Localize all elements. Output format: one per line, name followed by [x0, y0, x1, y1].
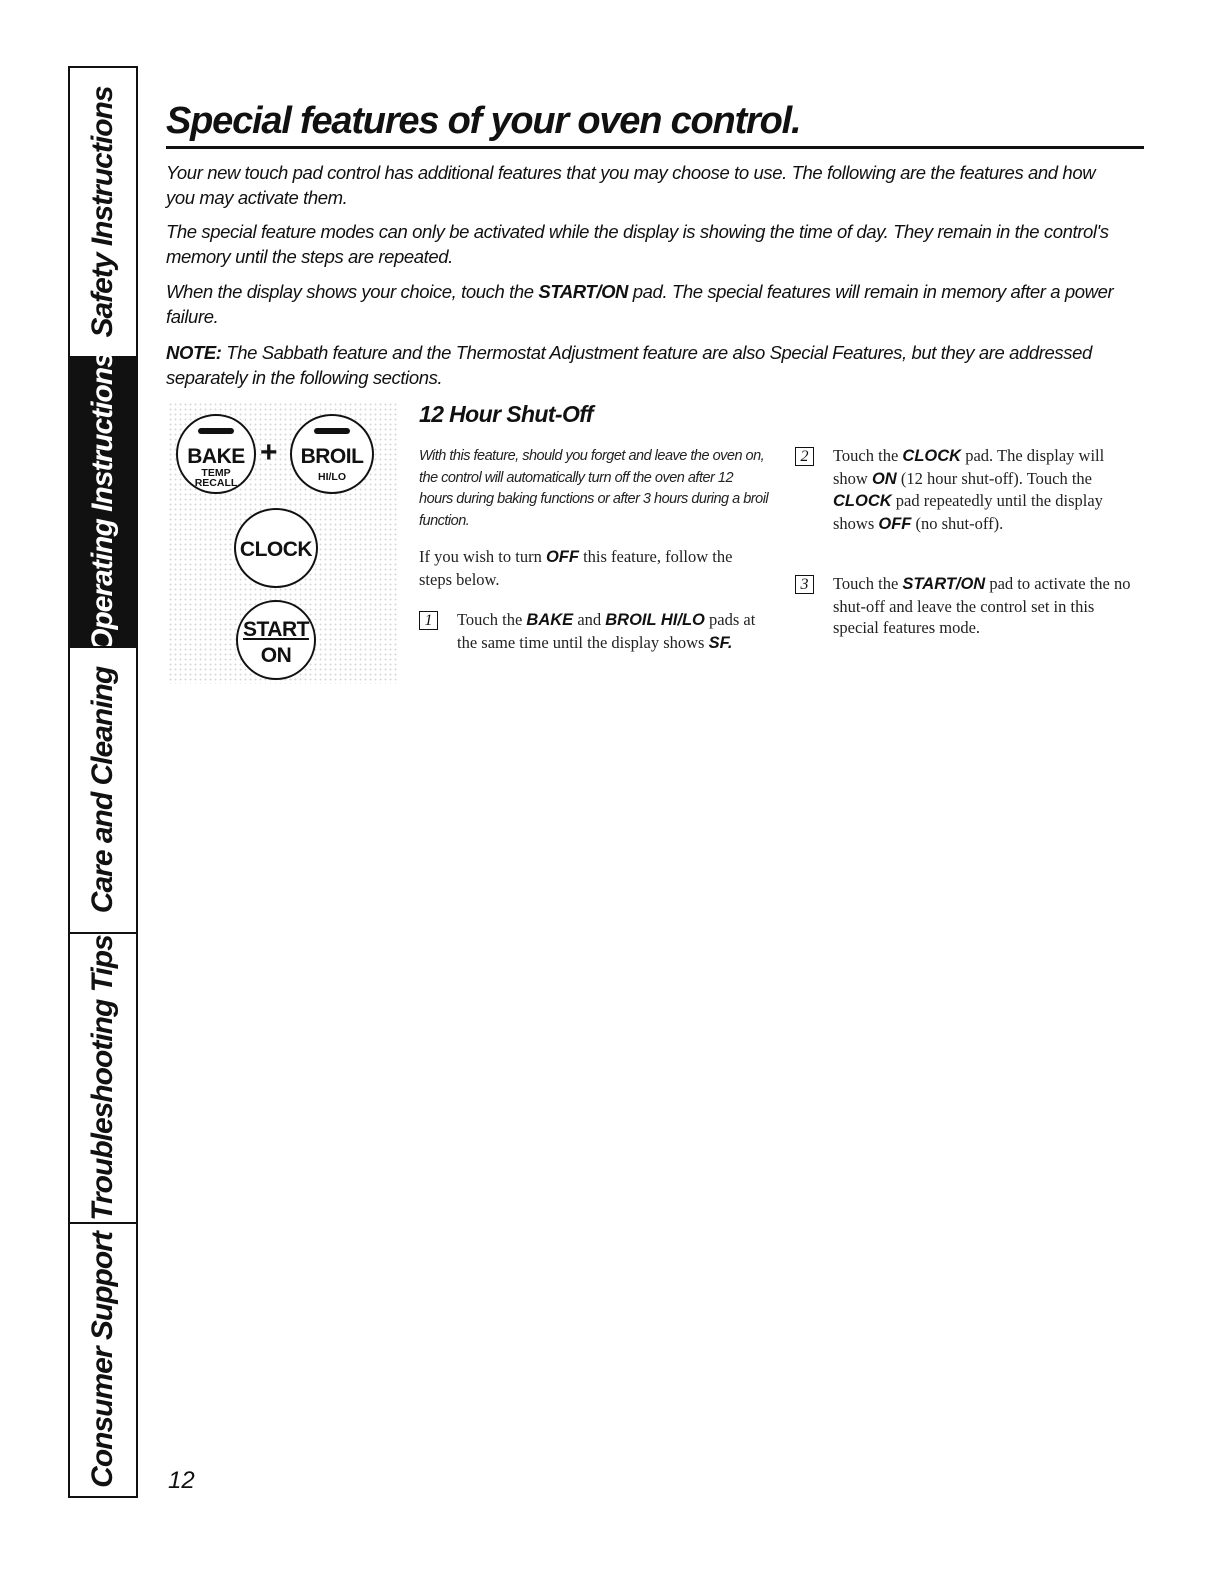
tab-label: Safety Instructions: [86, 86, 119, 338]
tab-label: Consumer Support: [86, 1232, 119, 1488]
tab-safety-instructions[interactable]: [70, 68, 136, 356]
page-title: Special features of your oven control.: [166, 100, 801, 142]
feature-description: With this feature, should you forget and leave the oven on, the control will automatically turn off the oven after 12 hours during baking functions or after 3 hours during a broil function.: [419, 448, 769, 529]
indicator-bar: [314, 428, 350, 434]
tab-consumer-support[interactable]: [70, 1222, 136, 1496]
tab-label: Care and Cleaning: [86, 666, 119, 914]
note-paragraph: NOTE: The Sabbath feature and the Thermostat Adjustment feature are also Special Features, but they are addressed separately in the following sections.: [166, 342, 1092, 388]
start-on-pad: START ON: [236, 600, 316, 680]
step-text: Touch the CLOCK pad. The display will show ON (12 hour shut-off). Touch the CLOCK pad repeatedly until the display shows OFF (no shut-off).: [833, 446, 1105, 533]
section-heading: 12 Hour Shut-Off: [419, 401, 593, 427]
tab-label: Operating Instructions: [86, 352, 119, 652]
step-text: Touch the START/ON pad to activate the no shut-off and leave the control set in this special features mode.: [833, 574, 1131, 637]
broil-pad: BROIL HI/LO: [290, 414, 374, 494]
intro-paragraph: The special feature modes can only be activated while the display is showing the time of day. They remain in the control's memory until the steps are repeated.: [166, 221, 1109, 267]
step-number: 1: [419, 611, 438, 630]
clock-pad: CLOCK: [234, 508, 318, 588]
tab-label: Troubleshooting Tips: [86, 935, 119, 1221]
control-panel-illustration: [168, 402, 398, 684]
step-number: 3: [795, 575, 814, 594]
title-rule: [166, 146, 1144, 149]
indicator-bar: [198, 428, 234, 434]
note-label: NOTE:: [166, 342, 222, 363]
tab-care-and-cleaning[interactable]: [70, 646, 136, 932]
start-on-bold: START/ON: [538, 281, 629, 302]
intro-paragraph: When the display shows your choice, touch the START/ON pad. The special features will remain in memory after a power failure.: [166, 281, 1114, 327]
tab-operating-instructions[interactable]: [70, 352, 136, 652]
step-text: Touch the BAKE and BROIL HI/LO pads at the same time until the display shows SF.: [457, 610, 756, 652]
section-tabs: [68, 66, 138, 1498]
page-number: 12: [168, 1467, 195, 1494]
bake-pad: BAKE TEMP RECALL: [176, 414, 256, 494]
intro-paragraph: Your new touch pad control has additional features that you may choose to use. The following are the features and how you may activate them.: [166, 162, 1096, 208]
tab-troubleshooting-tips[interactable]: [70, 932, 136, 1222]
step-number: 2: [795, 447, 814, 466]
turn-off-instruction: If you wish to turn OFF this feature, follow the steps below.: [419, 547, 733, 589]
plus-icon: +: [260, 436, 278, 469]
